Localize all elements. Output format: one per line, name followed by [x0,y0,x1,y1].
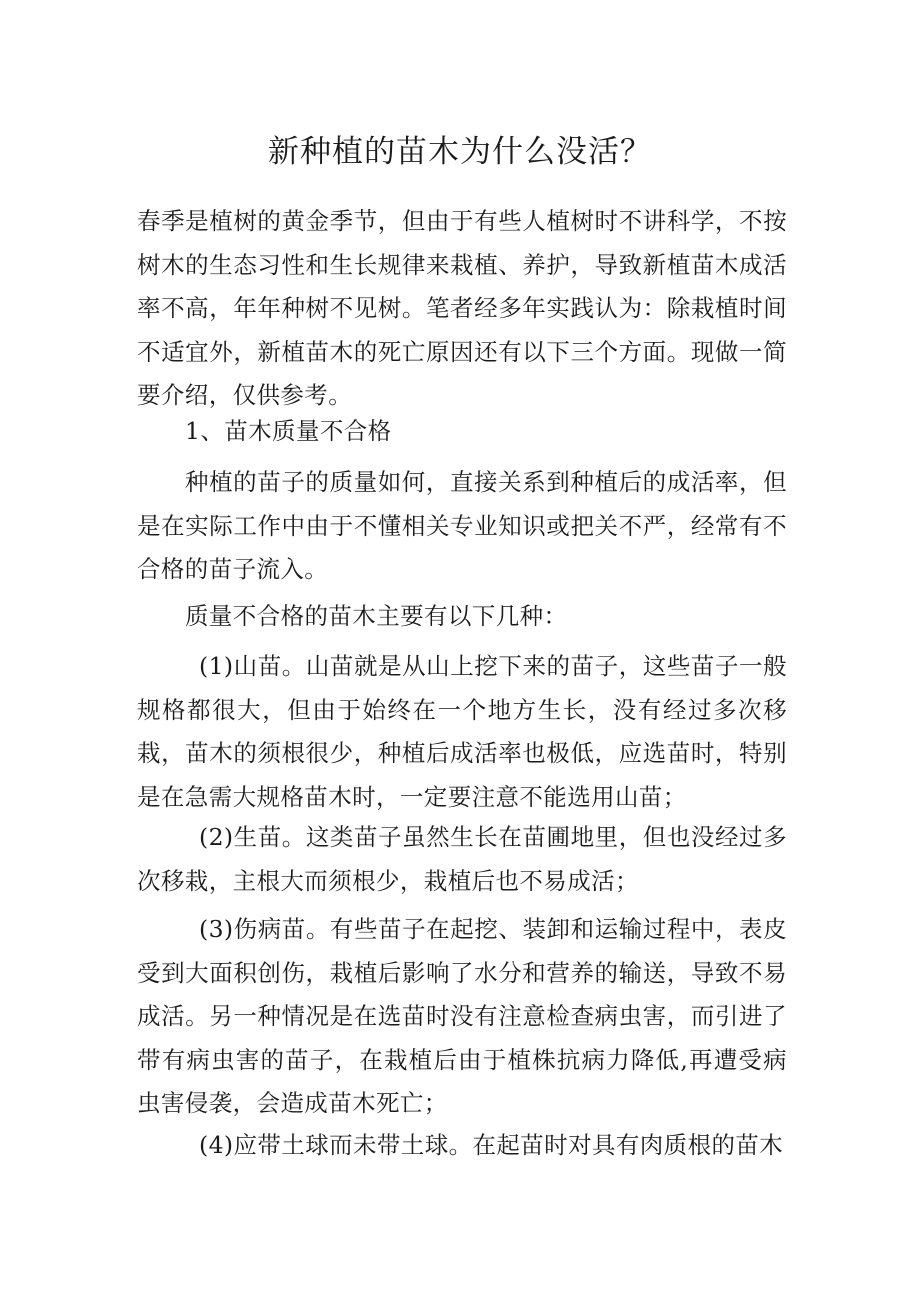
list-item-mountain-seedling: (1)山苗。山苗就是从山上挖下来的苗子，这些苗子一般规格都很大，但由于始终在一个地方生长，没有经过多次移栽，苗木的须根很少，种植后成活率也极低，应选苗时，特别是在急需大规格苗木时，一定要注意不能选用山苗； [137,652,787,811]
section-heading-1: 1、苗木质量不合格 [185,417,392,445]
paragraph-quality: 种植的苗子的质量如何，直接关系到种植后的成活率，但是在实际工作中由于不懂相关专业知识或把关不严，经常有不合格的苗子流入。 [137,468,787,583]
paragraph-types-intro: 质量不合格的苗木主要有以下几种： [185,602,568,630]
paragraph-intro: 春季是植树的黄金季节，但由于有些人植树时不讲科学，不按树木的生态习性和生长规律来栽植、养护，导致新植苗木成活率不高，年年种树不见树。笔者经多年实践认为：除栽植时间不适宜外，新植苗木的死亡原因还有以下三个方面。现做一简要介绍，仅供参考。 [137,207,787,409]
page-title: 新种植的苗木为什么没活？ [268,134,652,170]
list-item-damaged-seedling: (3)伤病苗。有些苗子在起挖、装卸和运输过程中，表皮受到大面积创伤，栽植后影响了水分和营养的输送，导致不易成活。另一种情况是在选苗时没有注意检查病虫害，而引进了带有病虫害的苗子，在栽植后由于植株抗病力降低,再遭受病虫害侵袭，会造成苗木死亡； [137,915,787,1117]
list-item-raw-seedling: (2)生苗。这类苗子虽然生长在苗圃地里，但也没经过多次移栽，主根大而须根少，栽植后也不易成活； [137,823,787,895]
list-item-soil-ball: (4)应带土球而未带土球。在起苗时对具有肉质根的苗木 [199,1131,784,1159]
